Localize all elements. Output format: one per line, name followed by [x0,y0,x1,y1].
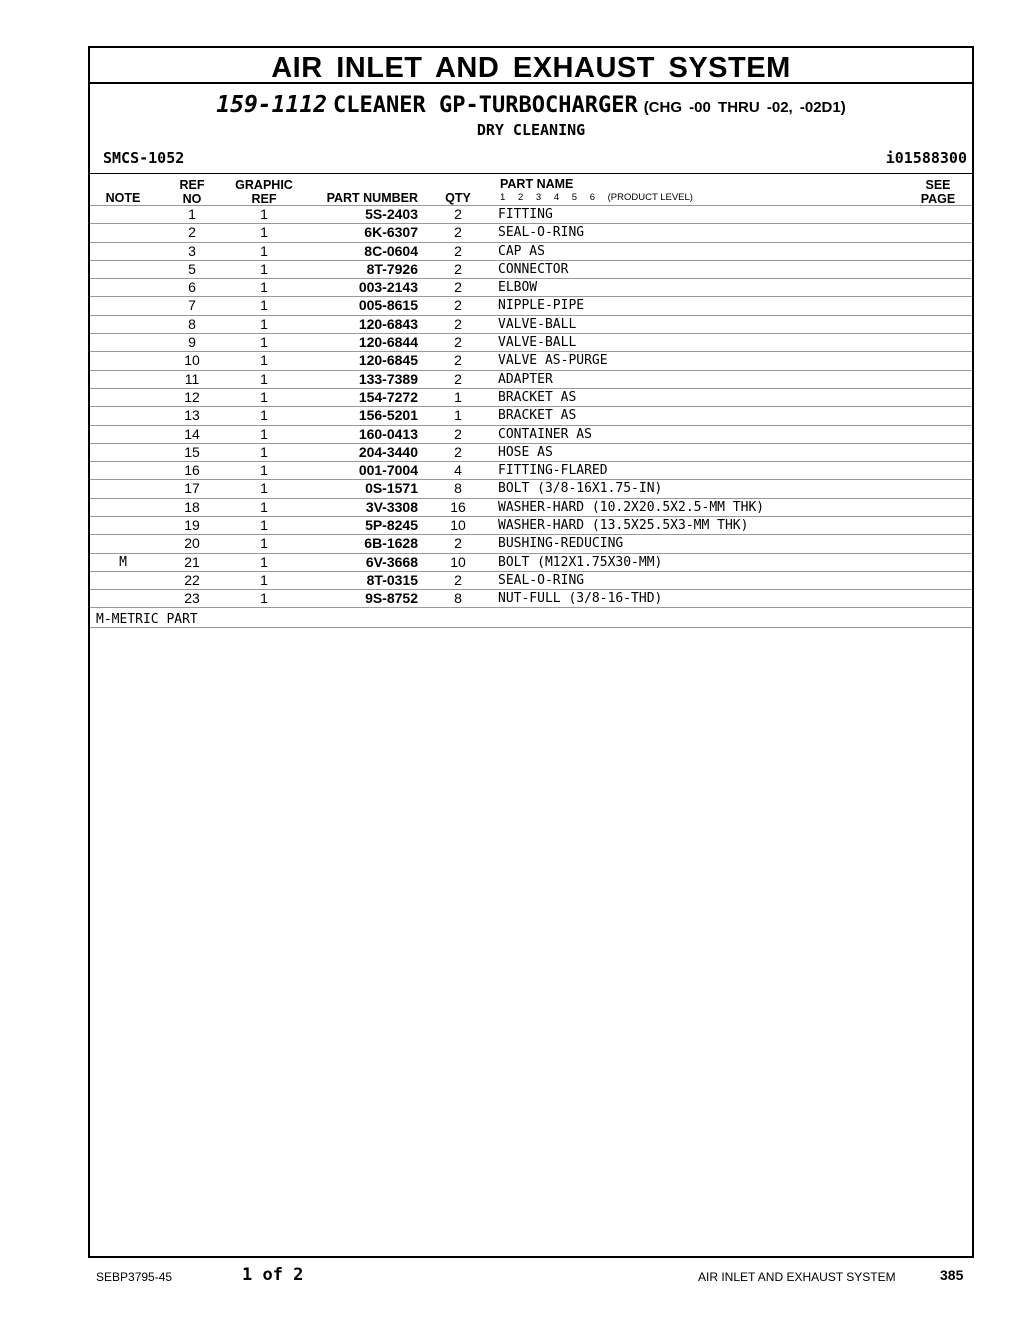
col-see-page-header [908,178,968,206]
ref-no-cell: 23 [184,590,200,607]
table-row [90,425,972,443]
graphic-ref-cell: 1 [260,242,268,259]
page-number: 385 [940,1267,964,1283]
graphic-ref-cell: 1 [260,297,268,314]
part-name-cell: FITTING [498,207,553,222]
parts-page-frame [88,46,974,1258]
qty-cell: 1 [454,407,462,424]
part-name-cell: ELBOW [498,280,538,296]
graphic-ref-cell: 1 [260,370,268,387]
part-number-cell: 6B-1628 [364,535,418,552]
part-name-cell: BRACKET AS [498,408,577,424]
table-row [90,553,972,571]
graphic-ref-cell: 1 [260,279,268,296]
table-row [90,534,972,552]
col-ref-header-line2: NO [182,192,202,206]
part-number-cell: 6V-3668 [365,553,418,570]
part-name-cell: BOLT (3/8-16X1.75-IN) [498,481,663,497]
table-row [90,205,972,223]
col-graphic-header-line2: REF [251,192,277,206]
qty-cell: 2 [454,425,462,442]
ref-no-cell: 16 [184,462,200,479]
product-level-6: 6 [589,192,595,203]
table-row [90,571,972,589]
graphic-ref-cell: 1 [260,517,268,534]
graphic-ref-cell: 1 [260,462,268,479]
ref-no-cell: 9 [188,334,196,351]
graphic-ref-cell: 1 [260,260,268,277]
ref-no-cell: 21 [184,553,200,570]
table-row [90,296,972,314]
note-cell: M [119,554,127,570]
part-name-cell: CONNECTOR [498,261,569,277]
illustration-id: i01588300 [885,149,967,167]
ref-no-cell: 11 [184,370,200,387]
serial-range: (CHG -00 THRU -02, -02D1) [643,99,846,116]
product-level-2: 2 [517,192,524,203]
table-row [90,242,972,260]
part-number-cell: 0S-1571 [365,480,418,497]
table-row [90,443,972,461]
graphic-ref-cell: 1 [260,443,268,460]
qty-cell: 2 [454,224,462,241]
part-number-cell: 8T-7926 [366,260,418,277]
ref-no-cell: 15 [184,443,200,460]
part-number-cell: 5P-8245 [365,517,418,534]
group-part-number: 159-1112 [216,92,328,118]
part-name-cell: VALVE AS-PURGE [498,353,608,369]
parts-table [90,205,972,608]
ref-no-cell: 19 [184,517,200,534]
part-name-cell: CAP AS [498,243,545,259]
ref-no-cell: 17 [184,480,200,497]
graphic-ref-cell: 1 [260,315,268,332]
ref-no-cell: 2 [188,224,196,241]
part-name-cell: WASHER-HARD (13.5X25.5X3-MM THK) [498,518,749,534]
qty-cell: 16 [450,498,466,515]
graphic-ref-cell: 1 [260,206,268,222]
qty-cell: 8 [454,590,462,607]
part-number-cell: 133-7389 [358,370,418,387]
part-name-cell: BRACKET AS [498,389,577,405]
col-part-number-header: PART NUMBER [326,191,418,205]
qty-cell: 2 [454,260,462,277]
ref-no-cell: 8 [188,315,196,332]
graphic-ref-cell: 1 [260,388,268,405]
table-row [90,315,972,333]
part-number-cell: 3V-3308 [365,498,418,515]
footer-section: AIR INLET AND EXHAUST SYSTEM [698,1270,896,1284]
part-number-cell: 003-2143 [358,279,418,296]
graphic-ref-cell: 1 [260,590,268,607]
part-number-cell: 120-6844 [358,334,418,351]
document-id: SEBP3795-45 [96,1270,173,1284]
qty-cell: 8 [454,480,462,497]
ref-no-cell: 1 [188,206,196,222]
graphic-ref-cell: 1 [260,334,268,351]
table-row [90,461,972,479]
qty-cell: 2 [454,315,462,332]
col-ref-header [162,178,222,206]
ref-no-cell: 18 [184,498,200,515]
ref-no-cell: 12 [184,388,200,405]
qty-cell: 2 [454,279,462,296]
qty-cell: 2 [454,535,462,552]
table-row [90,516,972,534]
part-name-cell: NUT-FULL (3/8-16-THD) [498,591,663,607]
table-row [90,370,972,388]
graphic-ref-cell: 1 [260,571,268,588]
part-number-cell: 120-6843 [358,315,418,332]
qty-cell: 2 [454,370,462,387]
page-of: 1 of 2 [242,1265,304,1285]
part-name-cell: WASHER-HARD (10.2X20.5X2.5-MM THK) [498,499,765,515]
part-name-cell: BOLT (M12X1.75X30-MM) [498,554,663,570]
product-level-5: 5 [571,192,578,203]
product-levels [500,192,693,203]
part-name-cell: VALVE-BALL [498,335,577,351]
ref-no-cell: 20 [184,535,200,552]
part-number-cell: 8T-0315 [366,571,418,588]
part-number-cell: 204-3440 [358,443,418,460]
col-note-header: NOTE [105,191,141,205]
part-number-cell: 8C-0604 [364,242,418,259]
graphic-ref-cell: 1 [260,498,268,515]
ref-no-cell: 22 [184,571,200,588]
product-level-3: 3 [535,192,542,203]
group-heading [90,92,972,118]
part-name-cell: ADAPTER [498,371,553,387]
table-row [90,479,972,497]
col-qty-header: QTY [445,191,471,205]
part-name-cell: BUSHING-REDUCING [498,536,624,552]
smcs-code: SMCS-1052 [103,149,185,167]
page-title: AIR INLET AND EXHAUST SYSTEM [90,48,972,84]
ref-no-cell: 6 [188,279,196,296]
part-name-cell: HOSE AS [498,444,553,460]
qty-cell: 2 [454,443,462,460]
graphic-ref-cell: 1 [260,224,268,241]
qty-cell: 2 [454,242,462,259]
part-number-cell: 154-7272 [358,388,418,405]
col-see-page-header-line1: SEE [925,178,951,192]
part-number-cell: 005-8615 [358,297,418,314]
qty-cell: 10 [450,517,466,534]
part-number-cell: 9S-8752 [365,590,418,607]
ref-no-cell: 10 [184,352,200,369]
qty-cell: 2 [454,352,462,369]
part-name-cell: SEAL-O-RING [498,572,585,588]
table-row [90,333,972,351]
part-number-cell: 6K-6307 [364,224,418,241]
qty-cell: 10 [450,553,466,570]
qty-cell: 2 [454,334,462,351]
header-divider [90,173,972,174]
ref-no-cell: 13 [184,407,200,424]
col-see-page-header-line2: PAGE [920,192,956,206]
col-ref-header-line1: REF [179,178,205,192]
col-part-name-header: PART NAME [500,177,574,191]
qty-cell: 1 [454,388,462,405]
product-level-1: 1 [500,192,506,203]
col-graphic-header-line1: GRAPHIC [235,178,293,192]
part-number-cell: 120-6845 [358,352,418,369]
part-name-cell: NIPPLE-PIPE [498,298,585,314]
graphic-ref-cell: 1 [260,535,268,552]
ref-no-cell: 14 [184,425,200,442]
ref-no-cell: 7 [188,297,196,314]
ref-no-cell: 5 [188,260,196,277]
graphic-ref-cell: 1 [260,553,268,570]
group-subtitle: DRY CLEANING [476,121,586,139]
group-name: CLEANER GP-TURBOCHARGER [333,93,638,118]
graphic-ref-cell: 1 [260,352,268,369]
part-number-cell: 160-0413 [358,425,418,442]
footnote-divider [90,627,972,628]
part-number-cell: 001-7004 [358,462,418,479]
part-name-cell: VALVE-BALL [498,316,577,332]
product-level-4: 4 [553,192,560,203]
table-row [90,223,972,241]
qty-cell: 2 [454,297,462,314]
table-row [90,589,972,607]
table-row [90,351,972,369]
table-row [90,260,972,278]
graphic-ref-cell: 1 [260,425,268,442]
qty-cell: 2 [454,571,462,588]
table-row [90,388,972,406]
part-number-cell: 5S-2403 [365,206,418,222]
part-name-cell: SEAL-O-RING [498,225,585,241]
table-row [90,498,972,516]
table-row [90,406,972,424]
part-name-cell: CONTAINER AS [498,426,592,442]
graphic-ref-cell: 1 [260,480,268,497]
part-number-cell: 156-5201 [358,407,418,424]
col-graphic-header [229,178,299,206]
qty-cell: 2 [454,206,462,222]
ref-no-cell: 3 [188,242,196,259]
product-level-label: (PRODUCT LEVEL) [607,192,693,203]
metric-footnote: M-METRIC PART [96,612,198,627]
part-name-cell: FITTING-FLARED [498,463,608,479]
graphic-ref-cell: 1 [260,407,268,424]
qty-cell: 4 [454,462,462,479]
table-row [90,278,972,296]
